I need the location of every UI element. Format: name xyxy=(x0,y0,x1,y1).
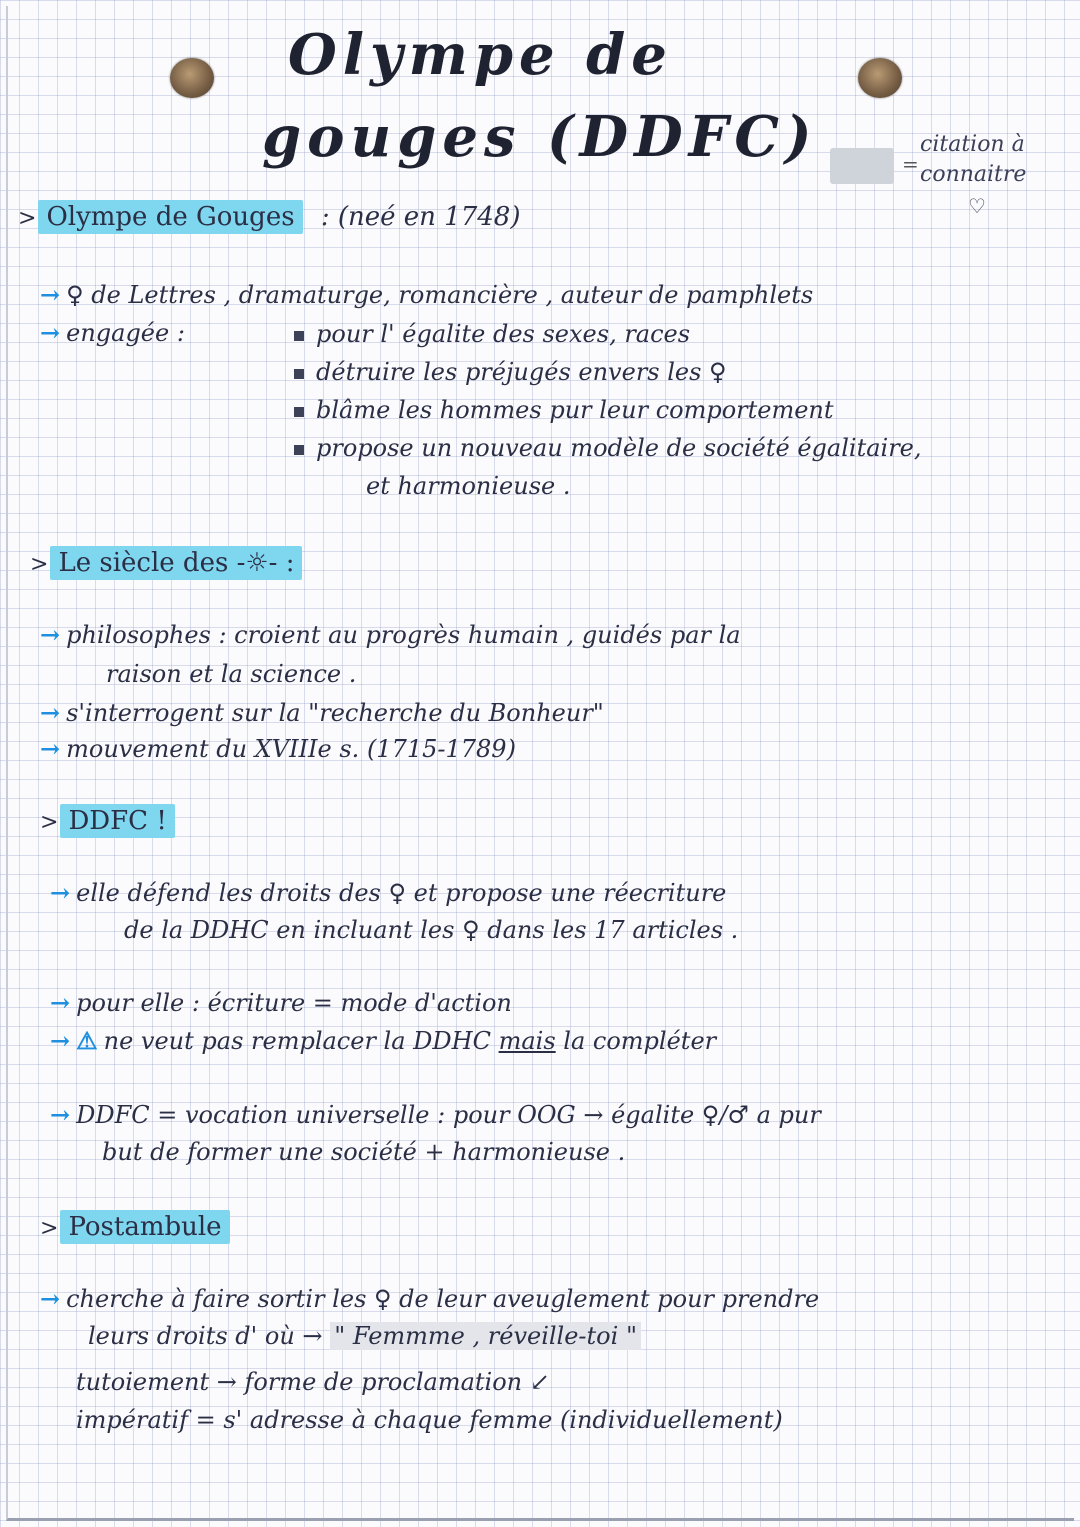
heart-icon: ♡ xyxy=(968,194,986,218)
bullet-text: propose un nouveau modèle de société égalitaire, xyxy=(316,434,922,462)
arrow-icon: → xyxy=(50,1026,71,1055)
square-bullet-icon xyxy=(294,331,304,341)
heading-text: Postambule xyxy=(60,1210,229,1244)
note-line: tutoiement → forme de proclamation ↙ xyxy=(76,1368,550,1396)
note-text: philosophes : croient au progrès humain , guidés par la xyxy=(66,621,741,649)
note-line xyxy=(40,698,604,727)
note-line xyxy=(50,1026,716,1055)
note-line-cont: de la DDHC en incluant les ♀ dans les 17 articles . xyxy=(124,916,739,944)
bullet-item xyxy=(294,320,690,348)
page-title-line1: Olympe de xyxy=(288,22,673,88)
heading-text: Olympe de Gouges xyxy=(38,200,302,234)
note-text: s'interrogent sur la "recherche du Bonheur" xyxy=(66,699,604,727)
arrow-icon: → xyxy=(50,1100,71,1129)
bullet-item xyxy=(294,434,922,462)
binder-hole-left xyxy=(170,58,214,98)
arrow-icon: → xyxy=(40,620,61,649)
note-line xyxy=(50,878,726,907)
section-heading-postambule: > Postambule xyxy=(40,1212,230,1242)
note-line xyxy=(40,620,741,649)
heading-text: Le siècle des -☼- : xyxy=(50,546,302,580)
note-text-underlined: mais xyxy=(498,1027,556,1055)
note-text: DDFC = vocation universelle : pour OOG → égalite ♀/♂ a pur xyxy=(76,1101,821,1129)
arrow-icon: → xyxy=(40,1284,61,1313)
page-title-line2: gouges (DDFC) xyxy=(262,104,818,170)
arrow-icon: → xyxy=(50,988,71,1017)
square-bullet-icon xyxy=(294,369,304,379)
heading-text: DDFC ! xyxy=(60,804,174,838)
note-line-cont: but de former une société + harmonieuse . xyxy=(102,1138,626,1166)
note-text: pour elle : écriture = mode d'action xyxy=(76,989,512,1017)
arrow-icon: → xyxy=(40,318,61,347)
note-line xyxy=(40,1284,819,1313)
arrow-icon: → xyxy=(50,878,71,907)
legend-equals: = xyxy=(902,152,919,176)
section-heading-siecle: > Le siècle des -☼- : xyxy=(30,548,302,578)
note-line xyxy=(50,988,512,1017)
note-line xyxy=(40,734,516,763)
note-line-cont xyxy=(88,1322,641,1350)
note-text: engagée : xyxy=(66,319,185,347)
bullet-text: blâme les hommes pur leur comportement xyxy=(316,396,834,424)
note-text: mouvement du XVIIIe s. (1715-1789) xyxy=(66,735,516,763)
quote-highlight: " Femmme , réveille-toi " xyxy=(330,1322,641,1350)
note-line-cont: raison et la science . xyxy=(106,660,357,688)
bullet-text: pour l' égalite des sexes, races xyxy=(316,320,691,348)
bullet-text: détruire les préjugés envers les ♀ xyxy=(316,358,727,386)
square-bullet-icon xyxy=(294,445,304,455)
bullet-item xyxy=(294,396,834,424)
arrow-icon: → xyxy=(40,698,61,727)
note-text: leurs droits d' où → xyxy=(88,1322,323,1350)
square-bullet-icon xyxy=(294,407,304,417)
note-text: ♀ de Lettres , dramaturge, romancière , auteur de pamphlets xyxy=(66,281,814,309)
birth-note: : (neé en 1748) xyxy=(320,202,521,232)
note-line xyxy=(50,1100,821,1129)
binder-hole-right xyxy=(858,58,902,98)
bullet-item xyxy=(294,358,727,386)
section-heading-ddfc: > DDFC ! xyxy=(40,806,175,836)
bullet-continuation: et harmonieuse . xyxy=(366,472,571,500)
legend-text: citation à connaitre xyxy=(920,132,1027,187)
arrow-icon: → xyxy=(40,734,61,763)
note-line xyxy=(40,318,185,347)
arrow-icon: → xyxy=(40,280,61,309)
note-line xyxy=(40,280,813,309)
warning-icon: ⚠ xyxy=(76,1026,98,1055)
note-text: la compléter xyxy=(563,1027,717,1055)
section-heading-olympe: > Olympe de Gouges : (neé en 1748) xyxy=(18,202,521,232)
legend-swatch xyxy=(830,148,894,184)
note-text: cherche à faire sortir les ♀ de leur aveuglement pour prendre xyxy=(66,1285,820,1313)
note-text: ne veut pas remplacer la DDHC xyxy=(103,1027,491,1055)
note-line: impératif = s' adresse à chaque femme (individuellement) xyxy=(76,1406,783,1434)
note-text: elle défend les droits des ♀ et propose une réecriture xyxy=(76,879,727,907)
